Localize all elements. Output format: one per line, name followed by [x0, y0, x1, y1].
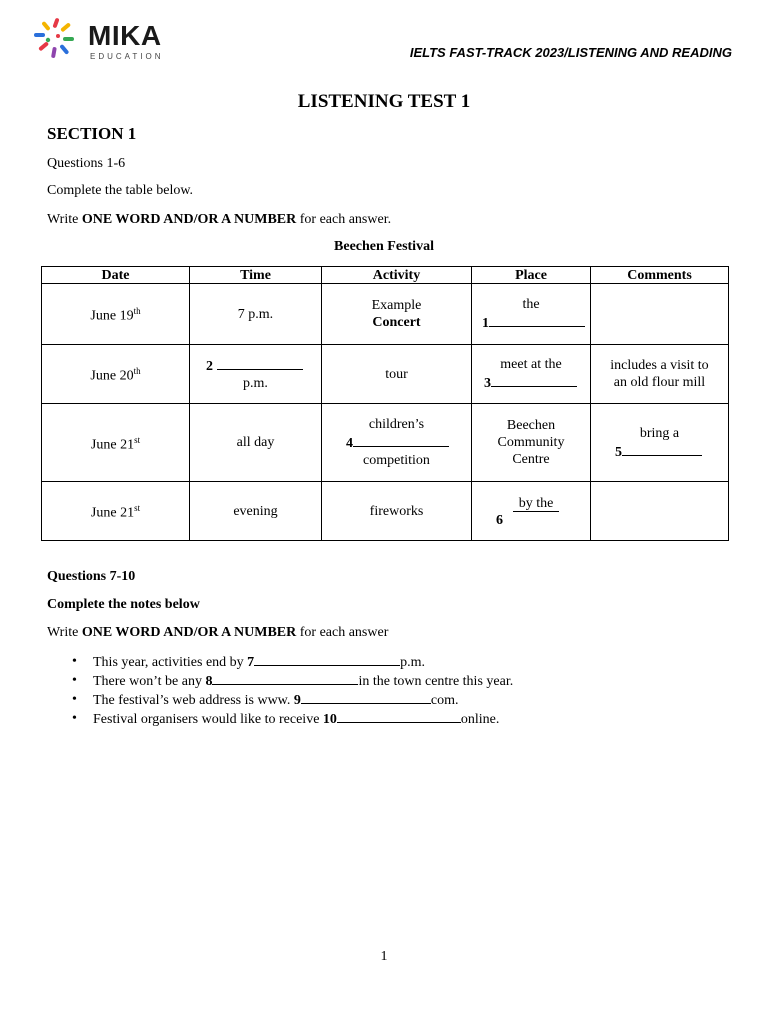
header-place: Place — [472, 267, 591, 284]
page-number: 1 — [380, 949, 388, 964]
table-row — [42, 404, 729, 482]
write-text-end: for each answer — [296, 625, 389, 640]
note-text-end: online. — [460, 712, 500, 727]
questions-range-2: Questions 7-10 — [47, 569, 136, 584]
comments-text: an old flour mill — [613, 375, 706, 390]
list-item — [72, 671, 513, 690]
bullet-icon: • — [72, 654, 77, 669]
logo-subtitle: EDUCATION — [90, 52, 164, 61]
cell-date — [42, 482, 190, 541]
question-number-2: 2 — [206, 359, 213, 374]
question-number-9: 9 — [293, 693, 301, 708]
answer-blank-10[interactable] — [337, 709, 461, 723]
table-row — [42, 482, 729, 541]
table-header-row — [42, 267, 729, 284]
place-text: Beechen — [506, 418, 556, 433]
header-time: Time — [190, 267, 322, 284]
write-bold-text: ONE WORD AND/OR A NUMBER — [81, 212, 297, 227]
table-row — [42, 284, 729, 345]
festival-table — [41, 266, 729, 541]
answer-blank-1[interactable] — [489, 313, 585, 327]
list-item — [72, 709, 513, 728]
note-text-end: in the town centre this year. — [358, 674, 514, 689]
write-instruction-2 — [47, 625, 388, 641]
cell-date — [42, 284, 190, 345]
write-text: Write — [47, 212, 82, 227]
question-number-4: 4 — [346, 436, 353, 451]
date-text: June 19 — [90, 308, 134, 324]
answer-blank-3[interactable] — [491, 373, 577, 387]
answer-blank-2[interactable] — [217, 356, 303, 370]
cell-place — [472, 345, 591, 404]
answer-blank-4[interactable] — [353, 433, 449, 447]
activity-example-label: Example — [371, 298, 422, 313]
note-text-end: p.m. — [400, 655, 426, 670]
cell-date — [42, 345, 190, 404]
comments-text: includes a visit to — [610, 358, 709, 373]
question-number-7: 7 — [247, 655, 255, 670]
date-text: June 21 — [90, 505, 135, 521]
cell-comments — [591, 284, 729, 345]
date-suffix: st — [134, 434, 141, 445]
header-comments: Comments — [591, 267, 729, 284]
write-text-end: for each answer. — [296, 212, 392, 227]
place-text: Community — [497, 435, 565, 450]
cell-comments — [591, 345, 729, 404]
course-header: IELTS FAST-TRACK 2023/LISTENING AND READING — [409, 45, 732, 60]
section-heading: SECTION 1 — [47, 124, 137, 143]
cell-time: all day — [190, 404, 322, 482]
test-title: LISTENING TEST 1 — [297, 91, 471, 112]
question-number-1: 1 — [482, 316, 489, 331]
header-activity: Activity — [322, 267, 472, 284]
cell-activity: tour — [322, 345, 472, 404]
place-text: meet at the — [500, 357, 562, 372]
answer-blank-7[interactable] — [254, 652, 400, 666]
answer-blank-5[interactable] — [622, 442, 702, 456]
note-text-end: com. — [430, 693, 459, 708]
question-number-5: 5 — [615, 444, 622, 460]
cell-place — [472, 284, 591, 345]
write-bold-text: ONE WORD AND/OR A NUMBER — [81, 625, 297, 640]
bullet-icon: • — [72, 673, 77, 688]
note-text: Festival organisers would like to receive — [93, 712, 323, 727]
comments-text: bring a — [639, 425, 680, 441]
question-number-3: 3 — [484, 376, 491, 391]
spacer — [503, 494, 513, 507]
table-caption: Beechen Festival — [334, 239, 434, 254]
instruction-1: Complete the table below. — [47, 183, 194, 198]
note-text: The festival’s web address is www. — [93, 693, 294, 708]
answer-blank-8[interactable] — [212, 671, 358, 685]
logo-name: MIKA — [88, 20, 162, 51]
mika-logo — [34, 16, 174, 62]
cell-time — [190, 345, 322, 404]
note-text: This year, activities end by — [93, 655, 248, 670]
place-text: Centre — [512, 452, 550, 467]
cell-time: evening — [190, 482, 322, 541]
cell-time: 7 p.m. — [190, 284, 322, 345]
cell-comments — [591, 404, 729, 482]
answer-blank-9[interactable] — [301, 690, 431, 704]
notes-list — [72, 652, 513, 728]
questions-range-1: Questions 1-6 — [47, 156, 126, 171]
date-suffix: st — [134, 503, 141, 514]
cell-activity — [322, 284, 472, 345]
instruction-2: Complete the notes below — [47, 597, 200, 612]
question-number-10: 10 — [322, 712, 337, 727]
place-text: the — [522, 297, 540, 312]
date-suffix: th — [133, 306, 141, 317]
time-text: p.m. — [243, 376, 268, 391]
cell-place — [472, 404, 591, 482]
cell-comments — [591, 482, 729, 541]
bullet-icon: • — [72, 692, 77, 707]
write-instruction-1 — [47, 212, 391, 228]
date-text: June 20 — [90, 368, 134, 384]
date-text: June 21 — [90, 437, 135, 453]
cell-place — [472, 482, 591, 541]
cell-activity: fireworks — [322, 482, 472, 541]
list-item — [72, 652, 513, 671]
question-number-6: 6 — [496, 512, 503, 528]
cell-activity — [322, 404, 472, 482]
bullet-icon: • — [72, 711, 77, 726]
write-text: Write — [47, 625, 82, 640]
table-row — [42, 345, 729, 404]
place-text[interactable]: by the — [513, 496, 560, 512]
cell-date — [42, 404, 190, 482]
activity-example-answer: Concert — [372, 315, 421, 330]
header-date: Date — [42, 267, 190, 284]
note-text: There won’t be any — [93, 674, 206, 689]
list-item — [72, 690, 513, 709]
mika-logo-mark-icon — [34, 16, 80, 62]
activity-text: competition — [363, 453, 430, 468]
question-number-8: 8 — [205, 674, 213, 689]
activity-text: children’s — [368, 417, 425, 432]
date-suffix: th — [133, 366, 141, 377]
